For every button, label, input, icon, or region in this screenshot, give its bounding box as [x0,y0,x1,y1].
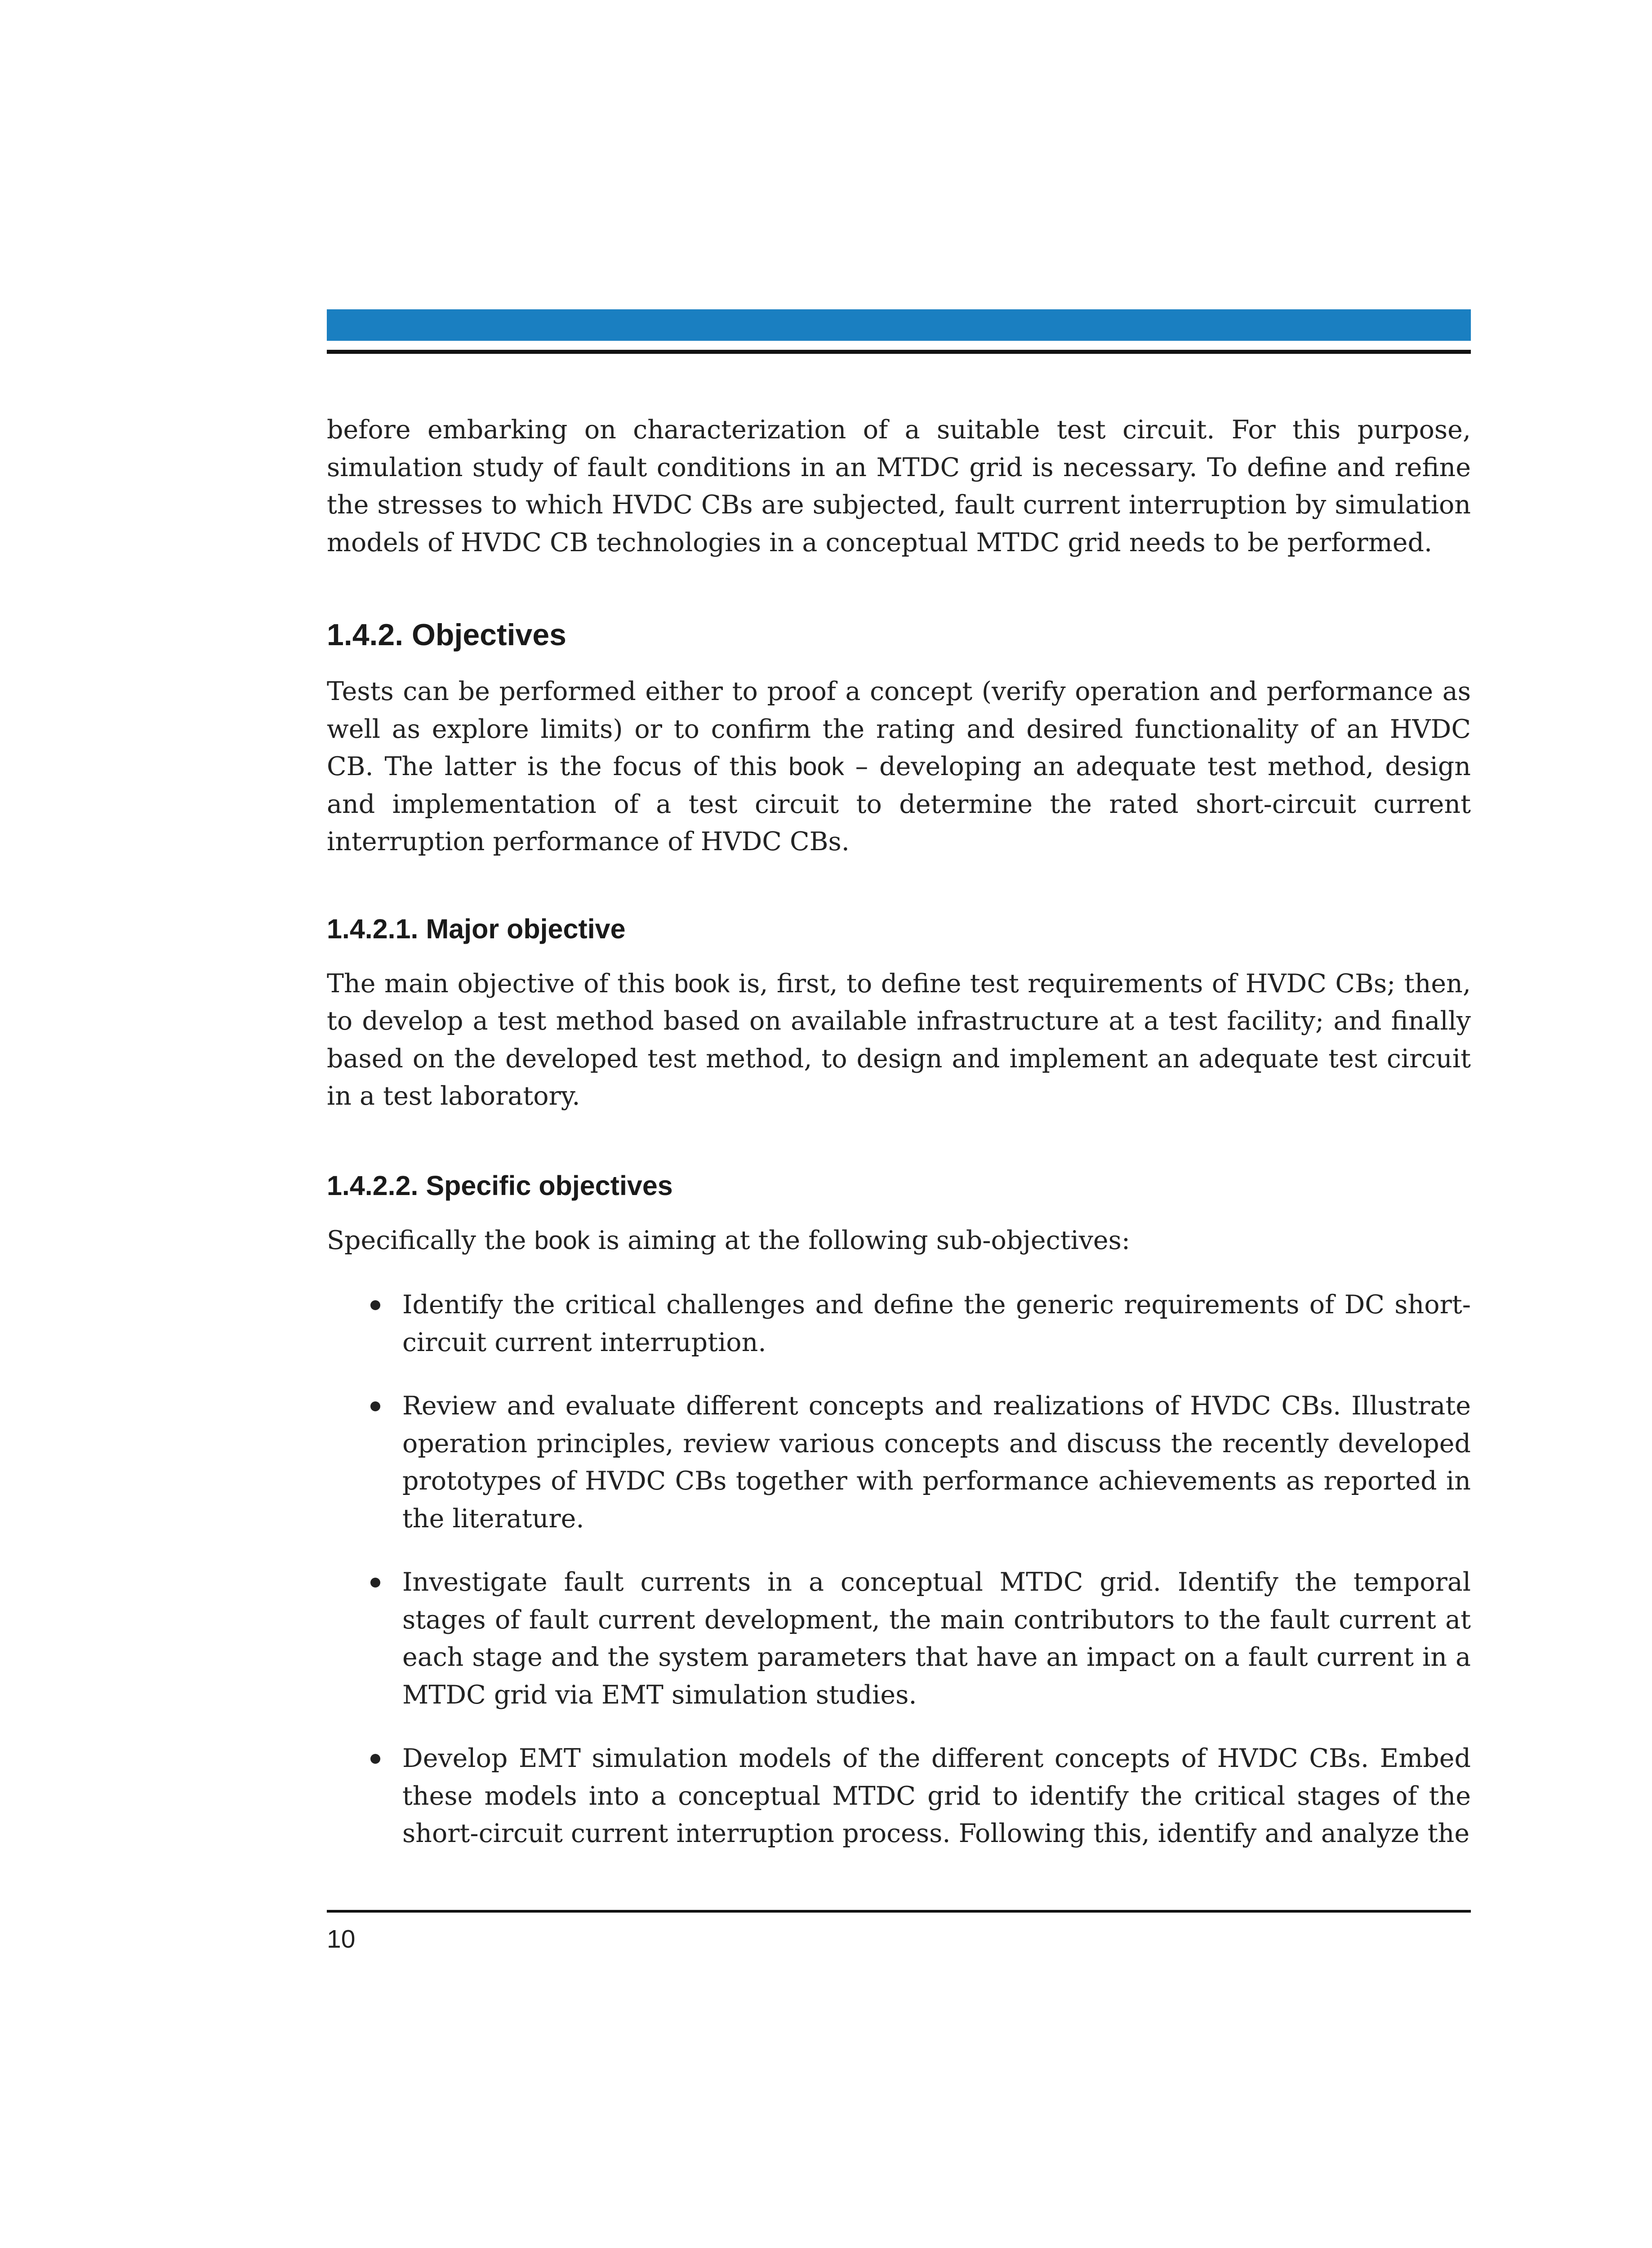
bullet-icon [370,1300,380,1310]
section-heading-major-objective: 1.4.2.1. Major objective [327,913,626,944]
objectives-paragraph [327,673,1471,861]
major-objective-paragraph [327,965,1471,1115]
sub-objectives-list [327,1286,1471,1853]
page-number: 10 [327,1925,356,1954]
footer-rule [327,1910,1471,1913]
major-text-1: The main objective of this [327,968,674,999]
header-accent-bar [327,309,1471,341]
major-text-2: is, first, to define test requirements of HVDC CBs; then, to develop a test method based on available infrastructure at a test facility; and finally based on the developed test method, to design and implement an adequate test circuit in a test laboratory. [327,968,1471,1111]
major-book-word: book [674,969,730,998]
list-item [327,1740,1471,1853]
list-item-text: Review and evaluate different concepts and realizations of HVDC CBs. Illustrate operation principles, review various concepts and discuss the recently developed prototypes of HVDC CBs together with performance achievements as reported in the literature. [402,1391,1471,1534]
list-item-text: Develop EMT simulation models of the different concepts of HVDC CBs. Embed these models into a conceptual MTDC grid to identify the critical stages of the short-circuit current interruption process. Following this, identify and analyze the [402,1744,1471,1848]
intro-paragraph: before embarking on characterization of a suitable test circuit. For this purpose, simulation study of fault conditions in an MTDC grid is necessary. To define and refine the stresses to which HVDC CBs are subjected, fault current interruption by simulation models of HVDC CB technologies in a conceptual MTDC grid needs to be performed. [327,415,1471,558]
objectives-text-1: Tests can be performed either to proof a concept (verify operation and performance as well as explore limits) or to confirm the rating and desired functionality of an HVDC CB. The latter is the focus of this [327,677,1471,781]
specific-text-2: is aiming at the following sub-objectives: [590,1225,1131,1255]
bullet-icon [370,1578,380,1588]
header-rule [327,350,1471,354]
list-item [327,1286,1471,1361]
list-item-text: Investigate fault currents in a conceptual MTDC grid. Identify the temporal stages of fault current development, the main contributors to the fault current at each stage and the system parameters that have an impact on a fault current in a MTDC grid via EMT simulation studies. [402,1567,1471,1710]
bullet-icon [370,1754,380,1764]
list-item-text: Identify the critical challenges and define the generic requirements of DC short-circuit current interruption. [402,1290,1471,1357]
specific-text-1: Specifically the [327,1225,534,1255]
page-body [327,411,1471,1853]
objectives-book-word: book [788,752,844,781]
specific-book-word: book [534,1226,590,1255]
section-heading-objectives: 1.4.2. Objectives [327,618,566,652]
specific-intro-paragraph [327,1222,1471,1260]
section-heading-specific-objectives: 1.4.2.2. Specific objectives [327,1170,673,1201]
list-item [327,1387,1471,1538]
objectives-text-2: – developing an adequate test method, design and implementation of a test circuit to determine the rated short-circuit current interruption performance of HVDC CBs. [327,752,1471,856]
list-item [327,1564,1471,1714]
bullet-icon [370,1401,380,1411]
